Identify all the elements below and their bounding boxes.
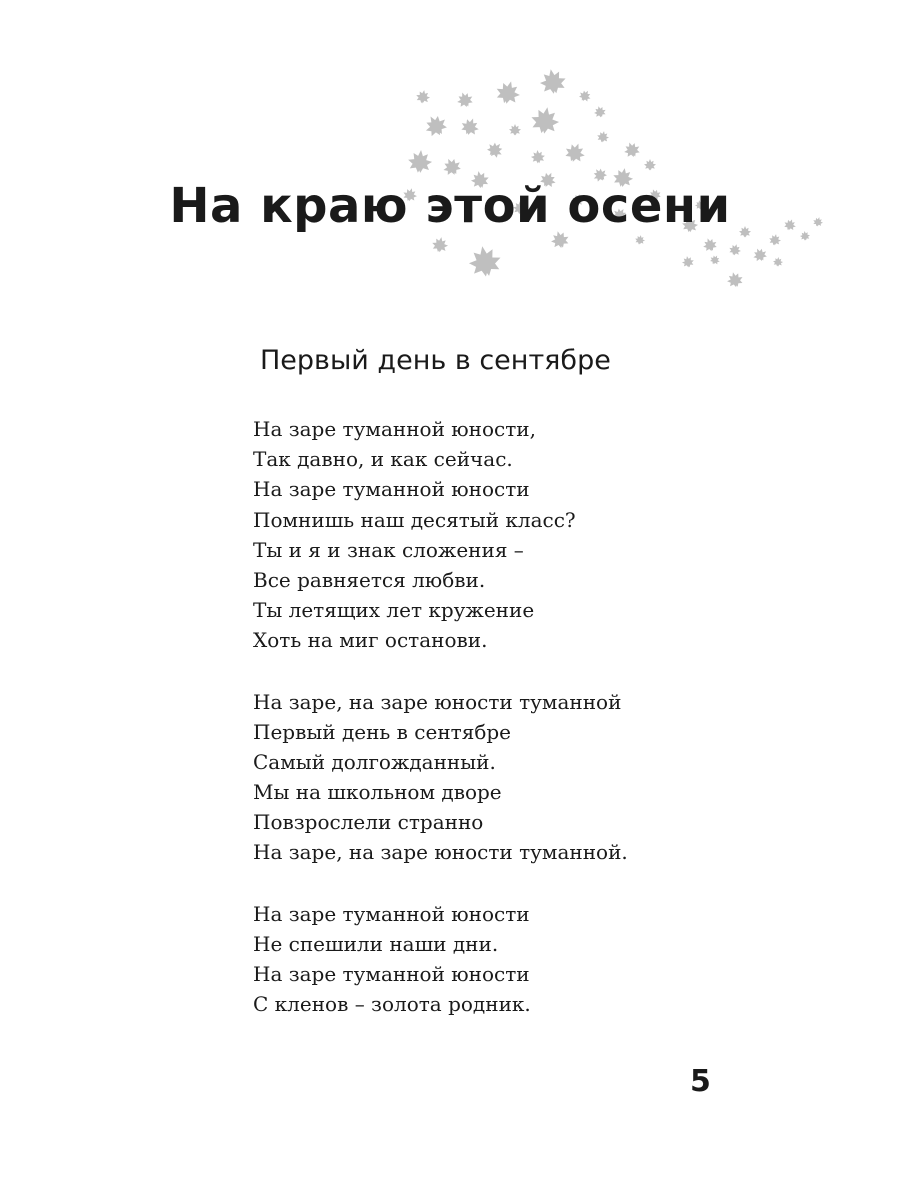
poem-line: Ты и я и знак сложения – [253,537,524,562]
poem-line: На заре, на заре юности туманной [253,689,622,714]
maple-leaf-icon [644,159,656,170]
maple-leaf-icon [459,115,482,137]
maple-leaf-icon [466,243,503,278]
maple-leaf-icon [577,88,593,104]
maple-leaf-icon [538,67,568,96]
poem-line: На заре туманной юности [253,962,530,986]
maple-leaf-icon [563,140,588,165]
maple-leaf-icon [440,155,464,178]
maple-leaf-icon [415,89,431,105]
poem-line: На заре туманной юности [253,477,530,502]
poem-line: Ты летящих лет кружение [253,598,535,623]
poem-body [253,414,628,1050]
maple-leaf-icon [494,78,523,106]
poem-line: На заре туманной юности, [253,417,536,441]
maple-leaf-icon [681,255,695,268]
poem-line: Не спешили наши дни. [253,931,499,956]
poem-line: На заре, на заре юности туманной. [253,840,628,865]
poem-title: Первый день в сентябре [260,345,611,376]
maple-leaf-icon [773,257,784,267]
stanza-2 [253,687,628,868]
falling-leaves-decoration [0,0,900,320]
maple-leaf-icon [431,236,449,254]
maple-leaf-icon [709,253,722,266]
poem-line: С кленов – золота родник. [253,992,531,1017]
poem-line: Все равняется любви. [253,567,486,592]
maple-leaf-icon [509,124,521,135]
maple-leaf-icon [484,139,506,161]
stanza-1 [253,414,628,656]
maple-leaf-icon [701,236,719,253]
maple-leaf-icon [622,140,642,160]
chapter-title: На краю этой осени [169,178,731,234]
poem-line: На заре туманной юности [253,901,530,926]
maple-leaf-icon [529,105,561,136]
maple-leaf-icon [593,105,608,119]
poem-line: Так давно, и как сейчас. [253,447,513,472]
maple-leaf-icon [725,270,744,289]
poem-line: Первый день в сентябре [253,719,512,744]
maple-leaf-icon [530,149,545,163]
poem-line: Самый долгожданный. [253,749,496,774]
poem-line: Повзрослели странно [253,810,484,835]
poem-line: Мы на школьном дворе [253,780,502,805]
maple-leaf-icon [455,90,475,110]
maple-leaf-icon [751,246,769,264]
maple-leaf-icon [421,111,451,140]
poem-line: Помнишь наш десятый класс? [253,507,576,532]
maple-leaf-icon [407,149,433,174]
page-number: 5 [690,1064,711,1099]
stanza-3 [253,899,628,1020]
maple-leaf-icon [768,233,782,246]
maple-leaf-icon [728,243,743,257]
poem-line: Хоть на миг останови. [253,628,488,653]
maple-leaf-icon [596,130,610,143]
maple-leaf-icon [634,234,645,245]
